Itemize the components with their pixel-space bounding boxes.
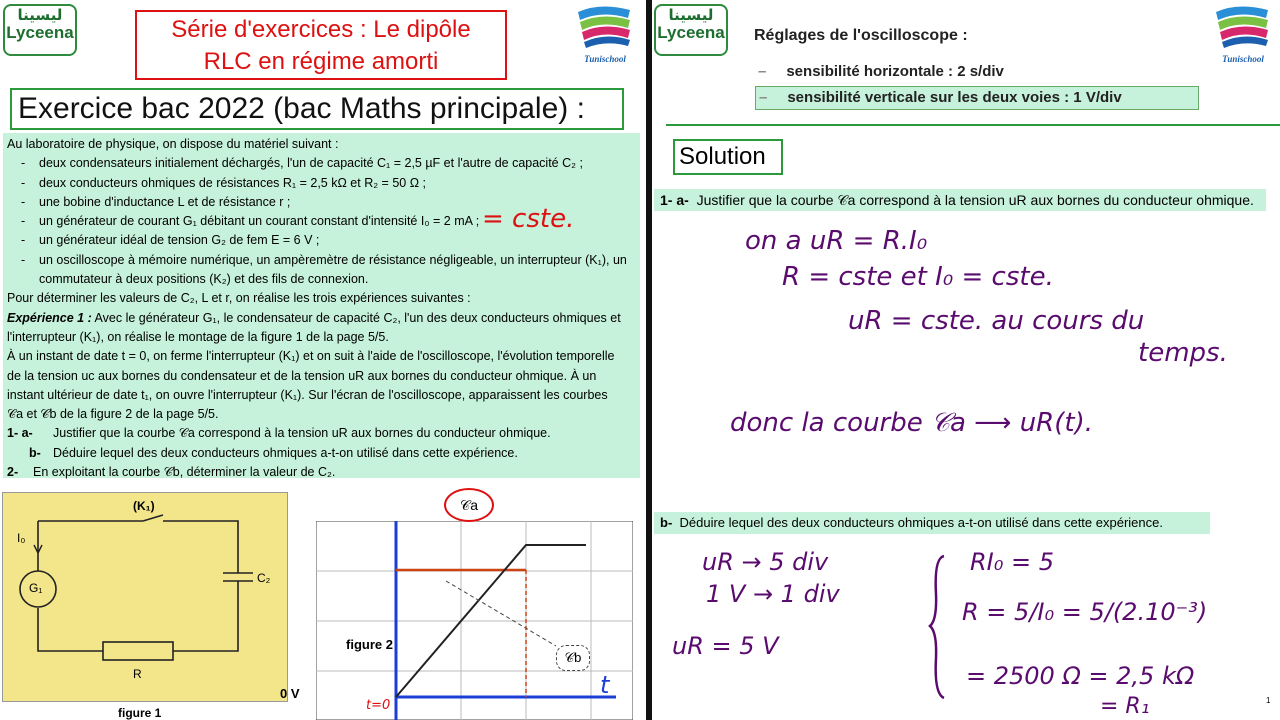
list-item: - un générateur de courant G₁ débitant un courant constant d'intensité I₀ = 2 mA ; [21,214,480,229]
experiment-line: À un instant de date t = 0, on ferme l'interrupteur (K₁) et on suit à l'aide de l'oscilloscope, l'évolution temporelle [7,349,615,364]
tunischool-text: Tunischool [584,54,626,64]
tunischool-text: Tunischool [1222,54,1264,64]
solution-heading: Solution [673,139,783,175]
experiment-line: de la tension uc aux bornes du condensateur et de la tension uR aux bornes du conducteur ohmique. À un [7,368,597,383]
brace-icon [928,554,948,700]
list-item: - un générateur idéal de tension G₂ de fem E = 6 V ; [21,233,320,248]
sensitivity-vertical: – sensibilité verticale sur les deux voies : 1 V/div [755,86,1199,110]
logo-latin: Lyceena [657,23,725,42]
zero-volt-label: 0 V [280,686,300,701]
experiment-line: instant ultérieur de date t₁, on ouvre l'interrupteur (K₁). Sur l'écran de l'oscilloscope, apparaissent les courbes [7,387,608,402]
experiment-paragraph: Expérience 1 : Avec le générateur G₁, le condensateur de capacité C₂, l'un des deux conducteurs ohmiques et [7,310,621,325]
r-label: R [133,667,142,681]
handwritten-cste: = cste. [482,204,575,234]
determine-text: Pour déterminer les valeurs de C₂, L et r, on réalise les trois expériences suivantes : [7,291,471,306]
c2-label: C₂ [257,571,271,585]
handwritten-line: uR → 5 div [702,548,829,576]
tunischool-logo [570,2,640,64]
question-2: 2- En exploitant la courbe 𝒞b, déterminer la valeur de C₂. [7,465,336,480]
handwritten-line: = R₁ [1100,694,1150,719]
experiment-line: l'interrupteur (K₁), on réalise le montage de la figure 1 de la page 5/5. [7,329,389,344]
figure-1-circuit [2,492,288,702]
experiment-line: 𝒞a et 𝒞b de la figure 2 de la page 5/5. [7,407,219,422]
handwritten-line: on a uR = R.I₀ [745,226,928,256]
list-item: - deux conducteurs ohmiques de résistances R₁ = 2,5 kΩ et R₂ = 50 Ω ; [21,175,426,190]
logo-arabic: ليسينا [668,6,714,24]
handwritten-line: donc la courbe 𝒞a ⟶ uR(t). [730,408,1093,438]
logo-arabic: ليسينا [17,6,63,24]
circuit-diagram [3,493,287,701]
handwritten-line: uR = 5 V [672,632,779,660]
handwritten-line: temps. [1138,338,1228,368]
exercise-statement [3,133,640,478]
book-icon [1208,2,1278,50]
series-title [135,10,507,80]
handwritten-line: RI₀ = 5 [970,548,1055,576]
list-item: - une bobine d'inductance L et de résistance r ; [21,194,291,209]
intro-text: Au laboratoire de physique, on dispose du matériel suivant : [7,137,339,151]
logo-latin: Lyceena [6,23,74,42]
list-item: commutateur à deux positions (K₂) et des fils de connexion. [39,272,369,287]
handwritten-line: R = 5/I₀ = 5/(2.10⁻³) [962,598,1208,626]
figure-2-caption: figure 2 [346,637,393,652]
lyceena-logo [654,4,728,56]
experiment-label: Expérience 1 : [7,310,92,325]
figure-1-caption: figure 1 [118,706,162,720]
page-number: 1 [1266,696,1271,705]
green-separator [666,124,1280,126]
solution-question-1a: 1- a- Justifier que la courbe 𝒞a correspond à la tension uR aux bornes du conducteur ohmique. [654,189,1266,211]
oscilloscope-screen [316,521,633,720]
tunischool-logo [1208,2,1278,64]
lyceena-logo [3,4,77,56]
series-title-line1: Série d'exercices : Le dipôle [171,16,471,43]
t-axis-label: t [600,671,610,699]
g1-label: G₁ [29,581,43,595]
solution-question-1b: b- Déduire lequel des deux conducteurs ohmiques a-t-on utilisé dans cette expérience. [654,512,1210,534]
oscilloscope-settings-title: Réglages de l'oscilloscope : [754,27,968,44]
list-item: - deux condensateurs initialement déchargés, l'un de capacité C₁ = 2,5 µF et l'autre de capacité C₂ ; [21,156,583,171]
figure-2-oscillogram [316,521,633,720]
handwritten-line: uR = cste. au cours du [848,306,1145,336]
k1-label: (K₁) [133,499,155,513]
exercise-title: Exercice bac 2022 (bac Maths principale) : [10,88,624,130]
cb-label: 𝒞b [556,645,590,671]
handwritten-line: R = cste et I₀ = cste. [782,262,1054,292]
sensitivity-horizontal: – sensibilité horizontale : 2 s/div [758,63,1004,80]
t0-annotation: t=0 [366,698,391,713]
question-1b: b- Déduire lequel des deux conducteurs ohmiques a-t-on utilisé dans cette expérience. [29,445,518,460]
book-icon [570,2,640,50]
handwritten-line: 1 V → 1 div [706,580,840,608]
series-title-line2: RLC en régime amorti [203,48,439,75]
question-1a: 1- a- Justifier que la courbe 𝒞a correspond à la tension uR aux bornes du conducteur ohmique. [7,426,551,441]
handwritten-line: = 2500 Ω = 2,5 kΩ [966,662,1195,690]
i0-label: I₀ [17,531,26,545]
ca-label: 𝒞a [444,488,494,522]
list-item: - un oscilloscope à mémoire numérique, un ampèremètre de résistance négligeable, un interrupteur (K₁), un [21,252,627,267]
